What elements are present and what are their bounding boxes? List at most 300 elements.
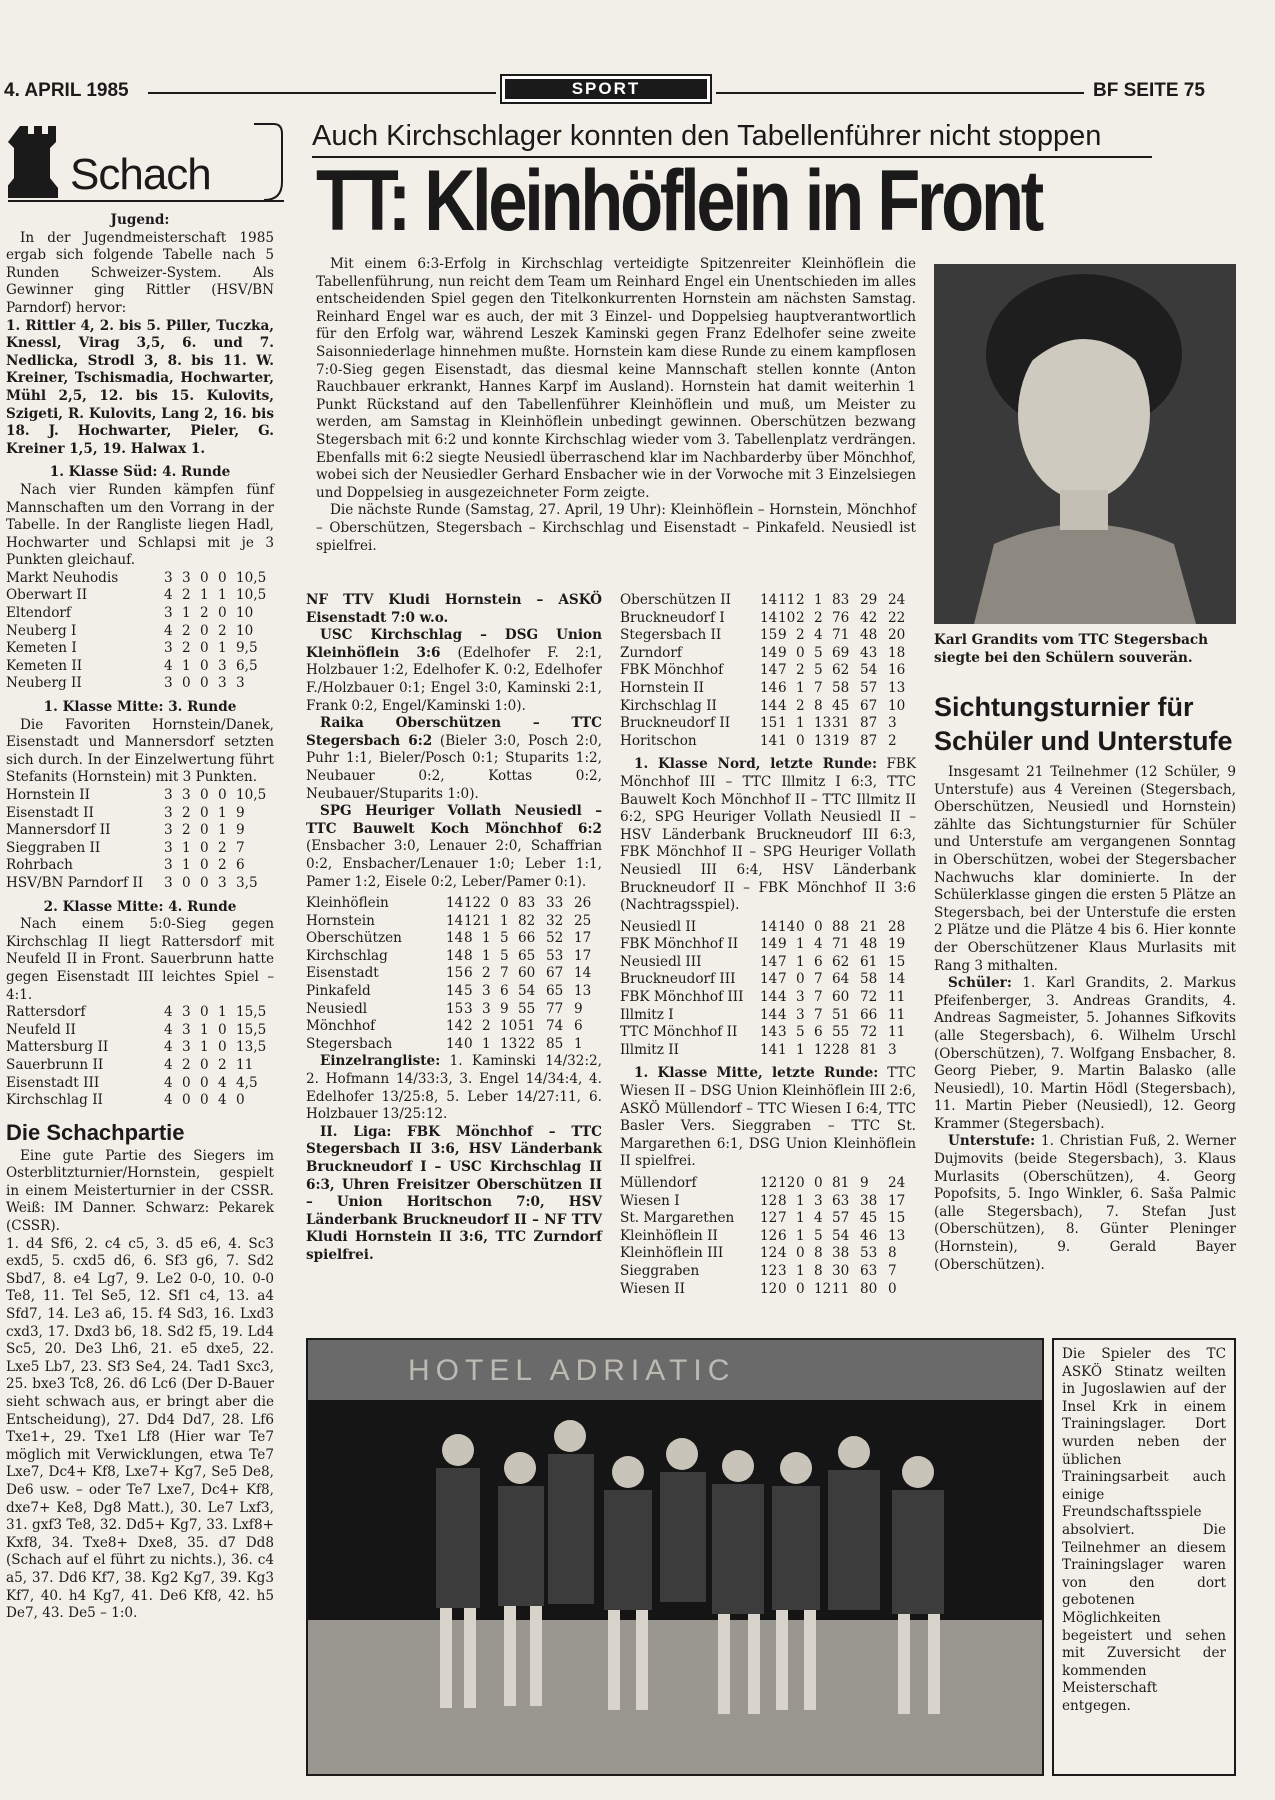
table-row [6, 658, 274, 676]
stat-cell: 4 [164, 1074, 173, 1091]
stat-cell: 3 [164, 874, 173, 891]
team-name-cell: Mattersburg II [6, 1039, 109, 1056]
stat-cell: 0 [218, 1039, 227, 1056]
table-row [6, 1092, 274, 1110]
stat-cell: 4 [218, 1074, 227, 1091]
stat-cell: 1 [796, 1041, 805, 1058]
stat-cell: 8 [888, 1245, 897, 1262]
sued-table [6, 570, 274, 693]
stat-cell: 1 [796, 1262, 805, 1279]
stat-cell: 71 [832, 627, 850, 644]
stat-cell: 14 [760, 971, 778, 988]
team-name-cell: Neusiedl [306, 1000, 368, 1017]
team-name-cell: Neusiedl II [620, 918, 697, 935]
mitte2-text: Nach einem 5:0-Sieg gegen Kirchschlag II liegt Rattersdorf mit Neufeld II in Front. Sauerbrunn hatte gegen Eisenstadt III leichtes Spiel – 4:1. [6, 916, 274, 1003]
stat-cell: 6 [778, 1227, 787, 1244]
stat-cell: 14 [760, 609, 778, 626]
stat-cell: 6 [778, 679, 787, 696]
stat-cell: 14 [760, 644, 778, 661]
stat-cell: 3 [164, 569, 173, 586]
stat-cell: 2 [218, 622, 227, 639]
stat-cell: 2 [796, 592, 805, 608]
stat-cell: 14 [888, 971, 906, 988]
stat-cell: 1 [796, 953, 805, 970]
stat-cell: 1 [200, 1039, 209, 1056]
stat-cell: 11 [236, 1056, 254, 1073]
stat-cell: 1 [218, 822, 227, 839]
chess-column [6, 212, 274, 1623]
stat-cell: 4 [814, 936, 823, 953]
table-row [6, 857, 274, 875]
stat-cell: 16 [888, 662, 906, 679]
team-name-cell: Neuberg I [6, 622, 77, 639]
stat-cell: 0 [796, 918, 805, 935]
chess-logo-bracket [254, 122, 284, 202]
stat-cell: 72 [860, 989, 878, 1006]
stat-cell: 28 [832, 1041, 850, 1058]
stat-cell: 5 [500, 947, 509, 964]
tt-liga2-table [620, 592, 916, 750]
stat-cell: 57 [832, 1210, 850, 1227]
stat-cell: 85 [546, 1035, 564, 1052]
sued-text: Nach vier Runden kämpfen fünf Mannschaften um den Vorrang in der Tabelle. In der Rangliste liegen Hadl, Hochwarter und Schlapsi mit je 3 Punkten gleichauf. [6, 481, 274, 569]
stat-cell: 2 [182, 804, 191, 821]
stat-cell: 30 [832, 1262, 850, 1279]
table-row [620, 645, 916, 663]
stat-cell: 61 [860, 953, 878, 970]
stat-cell: 3 [218, 675, 227, 692]
table-row [620, 715, 916, 733]
stat-cell: 2 [482, 1018, 491, 1035]
stat-cell: 12 [760, 1227, 778, 1244]
stat-cell: 0 [778, 1280, 787, 1297]
page-number: BF SEITE 75 [1093, 80, 1205, 101]
stat-cell: 10,5 [236, 587, 267, 604]
stat-cell: 11 [888, 1006, 906, 1023]
stat-cell: 12 [760, 1280, 778, 1297]
stat-cell: 0 [200, 839, 209, 856]
team-name-cell: Hornstein II [6, 787, 90, 803]
stat-cell: 10 [236, 605, 254, 622]
portrait-caption: Karl Grandits vom TTC Stegersbach siegte bei den Schülern souverän. [934, 632, 1209, 666]
stat-cell: 2 [182, 822, 191, 839]
stat-cell: 1 [482, 1035, 491, 1052]
stat-cell: 4 [164, 1092, 173, 1109]
sichtung-text: Insgesamt 21 Teilnehmer (12 Schüler, 9 Unterstufe) aus 4 Vereinen (Stegersbach, Oberschützen, Neusiedl und Hornstein) zählte das Sichtungsturnier für Schüler und Unterstufe am vergangenen Sonntag in Oberschützen, wobei der Stegersbacher Nachwuchs klar dominierte. In der Schülerklasse gingen die ersten 5 Plätze an Stegersbach, bei der Unterstufe die ersten 2 Plätze und die Plätze 4 bis 6. Hier konnte der Oberschützener Klaus Murlasits mit Rang 3 mithalten. [934, 764, 1236, 974]
tt-einzel [306, 1053, 602, 1123]
team-name-cell: Kemeten II [6, 657, 83, 674]
team-name-cell: Rattersdorf [6, 1004, 86, 1021]
table-row [6, 605, 274, 623]
stat-cell: 9 [236, 804, 245, 821]
stat-cell: 24 [888, 592, 906, 608]
team-name-cell: HSV/BN Parndorf II [6, 874, 144, 891]
stat-cell: 12 [760, 1262, 778, 1279]
tt-mitte-table [620, 1175, 916, 1298]
team-name-cell: Eltendorf [6, 605, 71, 622]
stat-cell: 0 [200, 622, 209, 639]
team-name-cell: Stegersbach [306, 1035, 393, 1052]
team-name-cell: Kirchschlag [306, 947, 388, 964]
stat-cell: 12 [464, 895, 482, 912]
team-name-cell: Horitschon [620, 732, 697, 749]
table-row [620, 936, 916, 954]
tt-lead [316, 256, 916, 555]
stat-cell: 76 [832, 609, 850, 626]
section-label [500, 74, 712, 104]
mitte-table [6, 787, 274, 893]
stat-cell: 8 [814, 697, 823, 714]
stat-cell: 6 [574, 1018, 583, 1035]
stat-cell: 4 [164, 1056, 173, 1073]
stat-cell: 17 [574, 930, 592, 947]
stat-cell: 66 [518, 930, 536, 947]
stat-cell: 4 [164, 622, 173, 639]
table-row [620, 971, 916, 989]
stat-cell: 3 [164, 839, 173, 856]
tt-liga2-title: II. Liga: [320, 1123, 392, 1140]
stat-cell: 15 [888, 953, 906, 970]
stat-cell: 67 [546, 965, 564, 982]
table-row [306, 1036, 602, 1054]
stat-cell: 14 [760, 989, 778, 1006]
team-name-cell: Kemeten I [6, 640, 77, 657]
stat-cell: 12 [760, 1210, 778, 1227]
stat-cell: 1 [200, 587, 209, 604]
stat-cell: 1 [500, 912, 509, 929]
stat-cell: 3 [182, 787, 191, 803]
table-row [306, 983, 602, 1001]
team-image [308, 1340, 1042, 1774]
stat-cell: 14 [446, 912, 464, 929]
table-row [306, 965, 602, 983]
stat-cell: 7 [500, 965, 509, 982]
stat-cell: 9 [574, 1000, 583, 1017]
stat-cell: 0 [218, 787, 227, 803]
table-row [6, 675, 274, 693]
stat-cell: 14 [760, 1041, 778, 1058]
table-row [620, 627, 916, 645]
tt-einzel-detail: 1. Kaminski 14/32:2, 2. Hofmann 14/33:3, 3. Engel 14/34:4, 4. Edelhofer 13/25:8, 5. Leber 14/27:11, 6. Holzbauer 13/25:12. [306, 1053, 602, 1123]
stat-cell: 9 [778, 627, 787, 644]
team-name-cell: Illmitz I [620, 1006, 674, 1023]
stat-cell: 12 [760, 1192, 778, 1209]
stat-cell: 65 [546, 983, 564, 1000]
stat-cell: 6 [814, 953, 823, 970]
stat-cell: 2 [182, 587, 191, 604]
stat-cell: 3 [164, 857, 173, 874]
team-name-cell: Zurndorf [620, 644, 682, 661]
table-row [6, 587, 274, 605]
stat-cell: 1 [482, 947, 491, 964]
stat-cell: 0 [200, 857, 209, 874]
stat-cell: 4,5 [236, 1074, 258, 1091]
table-row [306, 1001, 602, 1019]
stat-cell: 3 [164, 675, 173, 692]
stat-cell: 3 [182, 1004, 191, 1021]
stat-cell: 3 [796, 989, 805, 1006]
stat-cell: 87 [860, 715, 878, 732]
stat-cell: 33 [546, 895, 564, 912]
team-name-cell: Mannersdorf II [6, 822, 111, 839]
stat-cell: 15 [888, 1210, 906, 1227]
team-name-cell: Kleinhöflein II [620, 1227, 718, 1244]
stat-cell: 2 [200, 605, 209, 622]
table-row [6, 805, 274, 823]
team-name-cell: Neuberg II [6, 675, 82, 692]
tt-nord-detail: FBK Mönchhof III – TTC Illmitz I 6:3, TTC Bauwelt Koch Mönchhof II – TTC Illmitz II 6:2, SPG Heuriger Vollath Neusiedl II – HSV Länderbank Bruckneudorf III 6:3, FBK Mönchhof II – SPG Heuriger Vollath Neusiedl III 6:4, HSV Länderbank Bruckneudorf II – FBK Mönchhof II 3:6 (Nachtragsspiel). [620, 756, 917, 914]
sichtung-unter-detail: 1. Christian Fuß, 2. Werner Dujmovits (beide Stegersbach), 3. Klaus Murlasits (Oberschützen), 4. Georg Popofsits, 5. Ingo Winkler, 6. Saša Palmic (alle Stegersbach), 7. Stefan Just (Oberschützen), 8. Günter Pleninger (Hornstein), 9. Gerald Bayer (Oberschützen). [934, 1133, 1236, 1273]
stat-cell: 15 [446, 965, 464, 982]
table-row [6, 840, 274, 858]
stat-cell: 10,5 [236, 787, 267, 803]
stat-cell: 0 [796, 1280, 805, 1297]
stat-cell: 4 [778, 1245, 787, 1262]
table-row [6, 1004, 274, 1022]
stat-cell: 4 [164, 1004, 173, 1021]
table-row [620, 662, 916, 680]
stat-cell: 58 [860, 971, 878, 988]
table-row [620, 1042, 916, 1060]
stat-cell: 1 [796, 679, 805, 696]
stat-cell: 51 [518, 1018, 536, 1035]
stat-cell: 3 [796, 1006, 805, 1023]
team-name-cell: Eisenstadt III [6, 1074, 100, 1091]
team-photo [306, 1338, 1044, 1776]
stat-cell: 51 [832, 1006, 850, 1023]
stat-cell: 3 [236, 675, 245, 692]
team-name-cell: Illmitz II [620, 1041, 679, 1058]
stat-cell: 38 [832, 1245, 850, 1262]
tt-result-kirchschlag-title: USC Kirchschlag – DSG Union Kleinhöflein 3:6 [306, 627, 602, 661]
stat-cell: 10 [888, 697, 906, 714]
stat-cell: 2 [218, 1056, 227, 1073]
stat-cell: 14 [760, 1024, 778, 1041]
table-row [6, 1022, 274, 1040]
stat-cell: 0 [200, 657, 209, 674]
sichtung-unter-title: Unterstufe: [948, 1133, 1036, 1150]
stat-cell: 10 [500, 1018, 518, 1035]
stat-cell: 17 [574, 947, 592, 964]
jugend-text: In der Jugendmeisterschaft 1985 ergab sich folgende Tabelle nach 5 Runden Schweizer-System. Als Gewinner ging Rittler (HSV/BN Parndorf) hervor: [6, 229, 274, 316]
table-row [306, 948, 602, 966]
stat-cell: 2 [482, 895, 491, 912]
tt-main-table [306, 895, 602, 1053]
stat-cell: 53 [546, 947, 564, 964]
tt-nord [620, 756, 916, 914]
sichtung-schueler-detail: 1. Karl Grandits, 2. Markus Pfeifenberger, 3. Andreas Grandits, 4. Andreas Sagmeister, 5. Johannes Sifkovits (alle Stegersbach), 6. Wilhelm Urschl (Oberschützen), 7. Wolfgang Ensbacher, 8. Georg Pieber, 9. Martin Balasko (alle Neusiedl), 10. Martin Hödl (Stegersbach), 11. Martin Pieber (Neusiedl), 12. Georg Krammer (Stegersbach). [934, 975, 1236, 1132]
stat-cell: 2 [796, 627, 805, 644]
table-row [6, 822, 274, 840]
tt-next-round: Die nächste Runde (Samstag, 27. April, 19 Uhr): Kleinhöflein – Hornstein, Mönchhof – Oberschützen, Stegersbach – Kirchschlag und Eisenstadt – Pinkafeld. Neusiedl ist spielfrei. [316, 502, 916, 554]
stat-cell: 6 [464, 965, 473, 982]
stat-cell: 5 [500, 930, 509, 947]
stat-cell: 12 [760, 1245, 778, 1262]
stat-cell: 0 [814, 1175, 823, 1191]
stat-cell: 2 [464, 1018, 473, 1035]
stat-cell: 45 [832, 697, 850, 714]
stat-cell: 12 [814, 1280, 832, 1297]
tt-liga2 [306, 1124, 602, 1265]
stat-cell: 22 [888, 609, 906, 626]
stat-cell: 15,5 [236, 1004, 267, 1021]
stat-cell: 14 [760, 662, 778, 679]
tt-column-1 [306, 592, 602, 1265]
stat-cell: 1 [796, 1192, 805, 1209]
stat-cell: 54 [860, 662, 878, 679]
stat-cell: 8 [814, 1245, 823, 1262]
stat-cell: 19 [832, 732, 850, 749]
header-rule-right [716, 92, 1084, 94]
stat-cell: 1 [796, 1227, 805, 1244]
stat-cell: 14 [760, 679, 778, 696]
mitte2-heading: 2. Klasse Mitte: 4. Runde [43, 898, 237, 915]
tt-result-neusiedl-title: SPG Heuriger Vollath Neusiedl – TTC Bauwelt Koch Mönchhof 6:2 [306, 803, 602, 837]
tt-mitte-title: 1. Klasse Mitte, letzte Runde: [634, 1065, 879, 1082]
stat-cell: 0 [796, 1245, 805, 1262]
stat-cell: 1 [182, 839, 191, 856]
stat-cell: 26 [574, 895, 592, 912]
stat-cell: 1 [796, 1210, 805, 1227]
stat-cell: 54 [832, 1227, 850, 1244]
issue-date: 4. APRIL 1985 [4, 80, 129, 101]
sichtung-headline: Sichtungsturnier für Schüler und Unterstufe [934, 692, 1233, 756]
table-row [6, 1039, 274, 1057]
stat-cell: 81 [860, 1041, 878, 1058]
stat-cell: 60 [832, 989, 850, 1006]
stat-cell: 9 [236, 822, 245, 839]
stat-cell: 3 [464, 1000, 473, 1017]
stat-cell: 2 [814, 609, 823, 626]
stat-cell: 7 [778, 971, 787, 988]
stat-cell: 4 [164, 1039, 173, 1056]
stat-cell: 69 [832, 644, 850, 661]
stat-cell: 3 [814, 1192, 823, 1209]
stat-cell: 14 [446, 1018, 464, 1035]
sichtung-schueler [934, 975, 1236, 1133]
stat-cell: 2 [796, 662, 805, 679]
stat-cell: 3 [164, 605, 173, 622]
team-name-cell: Pinkafeld [306, 983, 371, 1000]
tt-lead-text: Mit einem 6:3-Erfolg in Kirchschlag verteidigte Spitzenreiter Kleinhöflein die Tabellenführung, nun reicht dem Team um Reinhard Engel ein Unentschieden im alles entscheidenden Spiel gegen den Titelkonkurrenten Hornstein am nächsten Samstag. Reinhard Engel war es auch, der mit 3 Einzel- und Doppelsieg hauptverantwortlich für den Erfolg war, während Leszek Kaminski gegen Franz Edelhofer seine zweite Saisonniederlage hinnehmen mußte. Hornstein kam diese Runde zu einem kampflosen 7:0-Sieg gegen Eisenstadt, das diesmal keine Mannschaft stellen konnte (Anton Rauchbauer erkrankt, Hannes Karpf im Ausland). Hornstein hat damit weiterhin 1 Punkt Rückstand auf den Tabellenführer Kleinhöflein und muß, um Meister zu werden, am Samstag in Kleinhöflein unbedingt gewinnen. Oberschützen bezwang Stegersbach mit 6:2 und konnte Kirchschlag wieder vom 3. Tabellenplatz verdrängen. Ebenfalls mit 6:2 siegte Neusiedl überraschend klar im Nachbarderby über Mönchhof, wobei sich der Neusiedler Gerhard Ensbacher wie in der Vorwoche mit 3 Einzelsiegen und Doppelsieg in ausgezeichneter Form zeigte. [316, 256, 916, 501]
stat-cell: 10,5 [236, 569, 267, 586]
stat-cell: 53 [860, 1245, 878, 1262]
team-name-cell: Sieggraben II [6, 839, 101, 856]
stat-cell: 0 [200, 1056, 209, 1073]
stat-cell: 7 [778, 662, 787, 679]
stat-cell: 7 [814, 971, 823, 988]
hotel-sign: HOTEL ADRIATIC [408, 1354, 736, 1387]
stat-cell: 6 [500, 983, 509, 1000]
stat-cell: 3 [164, 640, 173, 657]
stat-cell: 14 [760, 697, 778, 714]
stat-cell: 11 [888, 1024, 906, 1041]
stat-cell: 1 [796, 715, 805, 732]
tt-nord-table [620, 919, 916, 1060]
stat-cell: 20 [888, 627, 906, 644]
stat-cell: 8 [464, 947, 473, 964]
table-row [620, 1228, 916, 1246]
stat-cell: 3 [482, 983, 491, 1000]
stat-cell: 6 [236, 857, 245, 874]
stat-cell: 11 [778, 592, 796, 608]
stat-cell: 4 [164, 657, 173, 674]
stat-cell: 1 [182, 657, 191, 674]
tt-mitte [620, 1065, 916, 1171]
stat-cell: 19 [888, 936, 906, 953]
portrait-photo [934, 264, 1236, 624]
team-name-cell: Müllendorf [620, 1175, 697, 1191]
stat-cell: 0 [200, 640, 209, 657]
stat-cell: 1 [778, 732, 787, 749]
stat-cell: 0 [464, 1035, 473, 1052]
table-row [6, 1075, 274, 1093]
tt-result-hornstein: NF TTV Kludi Hornstein – ASKÖ Eisenstadt 7:0 w.o. [306, 592, 602, 626]
stat-cell: 17 [888, 1192, 906, 1209]
mitte2-table [6, 1004, 274, 1110]
stat-cell: 2 [888, 732, 897, 749]
stat-cell: 31 [832, 715, 850, 732]
team-name-cell: Mönchhof [306, 1018, 376, 1035]
stat-cell: 3 [182, 569, 191, 586]
stat-cell: 6,5 [236, 657, 258, 674]
table-row [6, 623, 274, 641]
stat-cell: 10 [778, 609, 796, 626]
stat-cell: 7 [814, 679, 823, 696]
team-name-cell: Eisenstadt II [6, 804, 94, 821]
table-row [620, 1193, 916, 1211]
stat-cell: 7 [778, 953, 787, 970]
stat-cell: 3 [482, 1000, 491, 1017]
stat-cell: 82 [518, 912, 536, 929]
stat-cell: 2 [182, 1056, 191, 1073]
stat-cell: 55 [518, 1000, 536, 1017]
stat-cell: 9 [778, 936, 787, 953]
table-row [6, 570, 274, 588]
stat-cell: 1 [182, 605, 191, 622]
stat-cell: 15 [760, 715, 778, 732]
stat-cell: 0 [182, 1092, 191, 1109]
stat-cell: 4 [778, 697, 787, 714]
team-name-cell: TTC Mönchhof II [620, 1024, 738, 1041]
stat-cell: 0 [182, 1074, 191, 1091]
stat-cell: 12 [464, 912, 482, 929]
stat-cell: 0 [200, 569, 209, 586]
team-name-cell: FBK Mönchhof III [620, 989, 744, 1006]
stat-cell: 0 [814, 918, 823, 935]
stat-cell: 0 [200, 804, 209, 821]
stat-cell: 42 [860, 609, 878, 626]
stat-cell: 3 [888, 715, 897, 732]
stat-cell: 5 [814, 644, 823, 661]
stat-cell: 4 [164, 587, 173, 604]
stat-cell: 0 [200, 675, 209, 692]
stat-cell: 62 [832, 662, 850, 679]
table-row [620, 989, 916, 1007]
stat-cell: 14 [760, 732, 778, 749]
table-row [306, 1018, 602, 1036]
team-name-cell: Markt Neuhodis [6, 569, 119, 586]
table-row [620, 680, 916, 698]
stat-cell: 80 [860, 1280, 878, 1297]
stat-cell: 29 [860, 592, 878, 608]
stat-cell: 87 [860, 732, 878, 749]
sichtung-column [934, 690, 1236, 1274]
team-name-cell: Wiesen I [620, 1192, 680, 1209]
team-name-cell: Eisenstadt [306, 965, 379, 982]
stat-cell: 63 [860, 1262, 878, 1279]
stat-cell: 63 [832, 1192, 850, 1209]
